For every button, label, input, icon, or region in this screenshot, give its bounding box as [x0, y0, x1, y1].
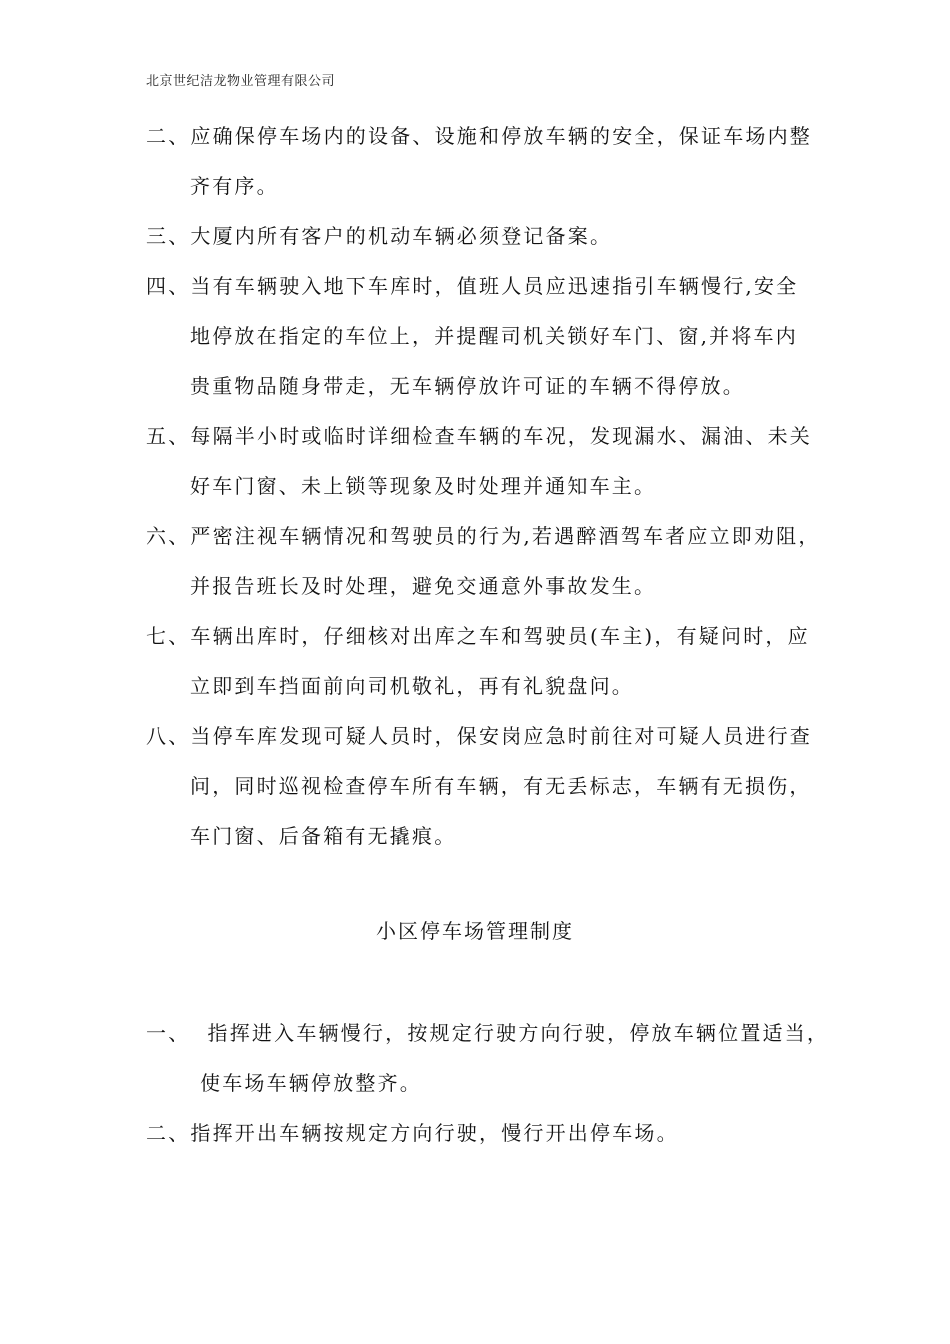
rule-item-5 — [146, 411, 816, 511]
rule-line: 问，同时巡视检查停车所有车辆，有无丢标志，车辆有无损伤， — [190, 774, 812, 798]
rule-line: 七、车辆出库时，仔细核对出库之车和驾驶员(车主)，有疑问时，应 — [146, 624, 810, 648]
rule-line: 八、当停车库发现可疑人员时，保安岗应急时前往对可疑人员进行查 — [146, 724, 812, 748]
rule-line: 并报告班长及时处理，避免交通意外事故发生。 — [190, 574, 657, 598]
rule-line: 二、应确保停车场内的设备、设施和停放车辆的安全，保证车场内整 — [146, 124, 812, 148]
rule-line: 贵重物品随身带走，无车辆停放许可证的车辆不得停放。 — [190, 374, 745, 398]
section2-item-2 — [146, 1108, 816, 1158]
rule-line: 一、 指挥进入车辆慢行，按规定行驶方向行驶，停放车辆位置适当， — [146, 1021, 830, 1045]
rule-line: 六、严密注视车辆情况和驾驶员的行为,若遇醉酒驾车者应立即劝阻， — [146, 524, 821, 548]
section-title: 小区停车场管理制度 — [376, 919, 574, 943]
rule-item-2 — [146, 111, 816, 211]
section2-item-1 — [146, 1008, 830, 1108]
rule-item-4 — [146, 261, 816, 411]
rule-line: 四、当有车辆驶入地下车库时，值班人员应迅速指引车辆慢行,安全 — [146, 274, 799, 298]
rule-line: 地停放在指定的车位上，并提醒司机关锁好车门、窗,并将车内 — [190, 324, 798, 348]
rule-line: 好车门窗、未上锁等现象及时处理并通知车主。 — [190, 474, 657, 498]
rule-line: 五、每隔半小时或临时详细检查车辆的车况，发现漏水、漏油、未关 — [146, 424, 812, 448]
rule-line: 三、大厦内所有客户的机动车辆必须登记备案。 — [146, 224, 613, 248]
rule-line: 使车场车辆停放整齐。 — [200, 1071, 422, 1095]
rule-line: 立即到车挡面前向司机敬礼，再有礼貌盘问。 — [190, 674, 634, 698]
company-header: 北京世纪洁龙物业管理有限公司 — [146, 74, 336, 89]
rule-line: 二、指挥开出车辆按规定方向行驶，慢行开出停车场。 — [146, 1121, 679, 1145]
rule-item-8 — [146, 711, 816, 861]
rule-line: 齐有序。 — [190, 174, 279, 198]
rule-item-3 — [146, 211, 816, 261]
rule-item-6 — [146, 511, 821, 611]
rule-item-7 — [146, 611, 816, 711]
rule-line: 车门窗、后备箱有无撬痕。 — [190, 824, 457, 848]
